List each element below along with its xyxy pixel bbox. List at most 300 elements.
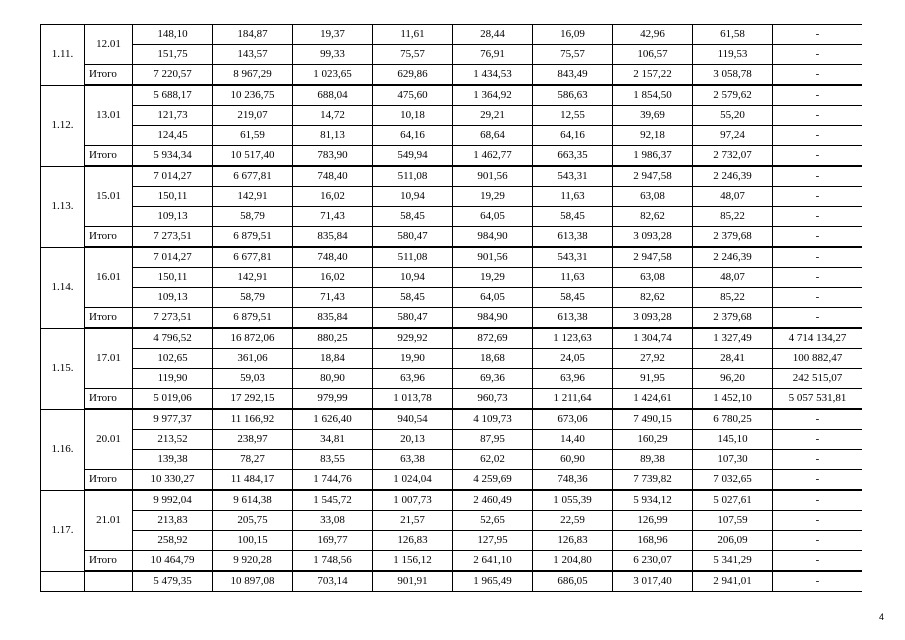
value-cell: 69,36 — [453, 369, 533, 389]
total-value-cell: 2 641,10 — [453, 551, 533, 572]
value-cell: 89,38 — [613, 450, 693, 470]
value-cell: 58,45 — [533, 207, 613, 227]
value-cell: 4 796,52 — [133, 328, 213, 349]
total-value-cell: 10 464,79 — [133, 551, 213, 572]
value-cell: 126,83 — [533, 531, 613, 551]
value-cell: 7 490,15 — [613, 409, 693, 430]
value-cell: 5 027,61 — [693, 490, 773, 511]
value-cell: 68,64 — [453, 126, 533, 146]
total-value-cell: 2 157,22 — [613, 65, 693, 86]
value-cell: 83,55 — [293, 450, 373, 470]
value-cell: 63,96 — [533, 369, 613, 389]
value-cell: 82,62 — [613, 207, 693, 227]
partial-row — [41, 571, 863, 592]
item-code: 12.01 — [85, 25, 133, 65]
total-label: Итого — [85, 146, 133, 167]
value-cell: - — [773, 450, 863, 470]
value-cell: 543,31 — [533, 166, 613, 187]
value-cell: 18,84 — [293, 349, 373, 369]
value-cell: 42,96 — [613, 25, 693, 45]
total-value-cell: 1 424,61 — [613, 389, 693, 410]
value-cell: 703,14 — [293, 571, 373, 592]
value-cell: 64,05 — [453, 288, 533, 308]
table-row — [41, 450, 863, 470]
total-value-cell: - — [773, 470, 863, 491]
value-cell: - — [773, 85, 863, 106]
value-cell: 119,53 — [693, 45, 773, 65]
total-value-cell: 6 879,51 — [213, 308, 293, 329]
item-index: 1.11. — [41, 25, 85, 86]
value-cell: - — [773, 247, 863, 268]
value-cell: 60,90 — [533, 450, 613, 470]
value-cell: 76,91 — [453, 45, 533, 65]
total-value-cell: 7 273,51 — [133, 308, 213, 329]
item-code: 16.01 — [85, 247, 133, 308]
value-cell: 85,22 — [693, 288, 773, 308]
value-cell: 2 246,39 — [693, 166, 773, 187]
total-value-cell: 5 934,34 — [133, 146, 213, 167]
item-index: 1.17. — [41, 490, 85, 571]
total-value-cell: 1 452,10 — [693, 389, 773, 410]
value-cell: 1 364,92 — [453, 85, 533, 106]
total-value-cell: 580,47 — [373, 308, 453, 329]
total-value-cell: - — [773, 146, 863, 167]
total-value-cell: 835,84 — [293, 308, 373, 329]
value-cell: 48,07 — [693, 187, 773, 207]
value-cell: 10,94 — [373, 187, 453, 207]
total-value-cell: 4 259,69 — [453, 470, 533, 491]
value-cell: 3 017,40 — [613, 571, 693, 592]
total-value-cell: - — [773, 65, 863, 86]
value-cell: 109,13 — [133, 207, 213, 227]
total-value-cell: 8 967,29 — [213, 65, 293, 86]
value-cell: 142,91 — [213, 268, 293, 288]
value-cell: 63,08 — [613, 268, 693, 288]
value-cell: 64,16 — [533, 126, 613, 146]
value-cell: 71,43 — [293, 288, 373, 308]
total-row — [41, 65, 863, 86]
value-cell: 1 007,73 — [373, 490, 453, 511]
value-cell: 2 947,58 — [613, 166, 693, 187]
value-cell: 97,24 — [693, 126, 773, 146]
value-cell: 87,95 — [453, 430, 533, 450]
total-value-cell: 835,84 — [293, 227, 373, 248]
item-index: 1.16. — [41, 409, 85, 490]
value-cell: 686,05 — [533, 571, 613, 592]
value-cell: 219,07 — [213, 106, 293, 126]
total-value-cell: 1 013,78 — [373, 389, 453, 410]
value-cell: 511,08 — [373, 247, 453, 268]
table-row — [41, 531, 863, 551]
value-cell: 940,54 — [373, 409, 453, 430]
value-cell: - — [773, 430, 863, 450]
value-cell: 1 626,40 — [293, 409, 373, 430]
value-cell: 34,81 — [293, 430, 373, 450]
value-cell: 28,41 — [693, 349, 773, 369]
value-cell: 511,08 — [373, 166, 453, 187]
value-cell: 688,04 — [293, 85, 373, 106]
value-cell: 2 941,01 — [693, 571, 773, 592]
total-value-cell: - — [773, 551, 863, 572]
total-value-cell: 1 156,12 — [373, 551, 453, 572]
total-value-cell: 7 032,65 — [693, 470, 773, 491]
value-cell: 361,06 — [213, 349, 293, 369]
value-cell: 1 545,72 — [293, 490, 373, 511]
value-cell: 33,08 — [293, 511, 373, 531]
item-code: 21.01 — [85, 490, 133, 551]
value-cell: 748,40 — [293, 166, 373, 187]
value-cell: 24,05 — [533, 349, 613, 369]
table-row — [41, 25, 863, 45]
total-value-cell: 984,90 — [453, 308, 533, 329]
total-row — [41, 146, 863, 167]
total-value-cell: 11 484,17 — [213, 470, 293, 491]
total-value-cell: 2 379,68 — [693, 308, 773, 329]
value-cell: 126,83 — [373, 531, 453, 551]
value-cell: 39,69 — [613, 106, 693, 126]
total-value-cell: 984,90 — [453, 227, 533, 248]
table-row — [41, 207, 863, 227]
total-value-cell: 1 744,76 — [293, 470, 373, 491]
value-cell: - — [773, 571, 863, 592]
total-value-cell: 3 058,78 — [693, 65, 773, 86]
value-cell: 85,22 — [693, 207, 773, 227]
value-cell: 61,59 — [213, 126, 293, 146]
value-cell: 206,09 — [693, 531, 773, 551]
value-cell: 10,18 — [373, 106, 453, 126]
total-value-cell: 1 204,80 — [533, 551, 613, 572]
value-cell: 5 934,12 — [613, 490, 693, 511]
total-row — [41, 227, 863, 248]
value-cell: - — [773, 166, 863, 187]
value-cell: 901,56 — [453, 247, 533, 268]
value-cell: 75,57 — [373, 45, 453, 65]
total-value-cell: 9 920,28 — [213, 551, 293, 572]
value-cell: 78,27 — [213, 450, 293, 470]
value-cell: 19,29 — [453, 187, 533, 207]
value-cell: 475,60 — [373, 85, 453, 106]
value-cell: 58,79 — [213, 288, 293, 308]
table-row — [41, 409, 863, 430]
table-row — [41, 187, 863, 207]
value-cell: 91,95 — [613, 369, 693, 389]
total-value-cell: 613,38 — [533, 227, 613, 248]
value-cell: 58,45 — [533, 288, 613, 308]
value-cell: 96,20 — [693, 369, 773, 389]
value-cell: 5 688,17 — [133, 85, 213, 106]
value-cell: 55,20 — [693, 106, 773, 126]
value-cell: 82,62 — [613, 288, 693, 308]
value-cell: - — [773, 126, 863, 146]
total-value-cell: - — [773, 227, 863, 248]
value-cell: - — [773, 511, 863, 531]
total-value-cell: 1 023,65 — [293, 65, 373, 86]
total-value-cell: - — [773, 308, 863, 329]
value-cell: 14,72 — [293, 106, 373, 126]
value-cell: 150,11 — [133, 187, 213, 207]
value-cell: - — [773, 45, 863, 65]
value-cell: 1 854,50 — [613, 85, 693, 106]
value-cell: 126,99 — [613, 511, 693, 531]
value-cell: 102,65 — [133, 349, 213, 369]
value-cell: - — [773, 531, 863, 551]
table-row — [41, 45, 863, 65]
total-label: Итого — [85, 227, 133, 248]
value-cell: 20,13 — [373, 430, 453, 450]
item-code: 17.01 — [85, 328, 133, 389]
table-row — [41, 85, 863, 106]
value-cell: 16 872,06 — [213, 328, 293, 349]
value-cell: 586,63 — [533, 85, 613, 106]
value-cell: 2 579,62 — [693, 85, 773, 106]
total-value-cell: 7 739,82 — [613, 470, 693, 491]
value-cell: 145,10 — [693, 430, 773, 450]
value-cell: 880,25 — [293, 328, 373, 349]
total-row — [41, 389, 863, 410]
value-cell: 63,96 — [373, 369, 453, 389]
value-cell: 142,91 — [213, 187, 293, 207]
total-row — [41, 551, 863, 572]
value-cell: 27,92 — [613, 349, 693, 369]
total-value-cell: 1 211,64 — [533, 389, 613, 410]
value-cell: - — [773, 288, 863, 308]
value-cell: 1 304,74 — [613, 328, 693, 349]
value-cell: 16,09 — [533, 25, 613, 45]
table-row — [41, 268, 863, 288]
total-value-cell: 613,38 — [533, 308, 613, 329]
empty-index-cell — [41, 571, 85, 592]
value-cell: 58,45 — [373, 207, 453, 227]
item-code: 15.01 — [85, 166, 133, 227]
table-row — [41, 106, 863, 126]
value-cell: 151,75 — [133, 45, 213, 65]
value-cell: 9 614,38 — [213, 490, 293, 511]
value-cell: - — [773, 25, 863, 45]
value-cell: 9 992,04 — [133, 490, 213, 511]
value-cell: 63,08 — [613, 187, 693, 207]
value-cell: 63,38 — [373, 450, 453, 470]
total-value-cell: 1 986,37 — [613, 146, 693, 167]
value-cell: 169,77 — [293, 531, 373, 551]
value-cell: 52,65 — [453, 511, 533, 531]
value-cell: - — [773, 106, 863, 126]
total-label: Итого — [85, 308, 133, 329]
value-cell: 11,63 — [533, 268, 613, 288]
value-cell: 1 327,49 — [693, 328, 773, 349]
table-row — [41, 430, 863, 450]
value-cell: 168,96 — [613, 531, 693, 551]
value-cell: 109,13 — [133, 288, 213, 308]
value-cell: 106,57 — [613, 45, 693, 65]
total-value-cell: 783,90 — [293, 146, 373, 167]
value-cell: 58,79 — [213, 207, 293, 227]
item-index: 1.13. — [41, 166, 85, 247]
total-value-cell: 843,49 — [533, 65, 613, 86]
total-value-cell: 6 879,51 — [213, 227, 293, 248]
value-cell: 901,56 — [453, 166, 533, 187]
value-cell: 238,97 — [213, 430, 293, 450]
value-cell: 2 246,39 — [693, 247, 773, 268]
value-cell: 19,37 — [293, 25, 373, 45]
value-cell: 121,73 — [133, 106, 213, 126]
total-value-cell: 580,47 — [373, 227, 453, 248]
value-cell: 929,92 — [373, 328, 453, 349]
total-value-cell: 748,36 — [533, 470, 613, 491]
value-cell: 124,45 — [133, 126, 213, 146]
value-cell: 10 236,75 — [213, 85, 293, 106]
value-cell: 6 677,81 — [213, 247, 293, 268]
value-cell: 1 965,49 — [453, 571, 533, 592]
value-cell: 10 897,08 — [213, 571, 293, 592]
value-cell: 19,29 — [453, 268, 533, 288]
total-value-cell: 1 462,77 — [453, 146, 533, 167]
item-index: 1.15. — [41, 328, 85, 409]
value-cell: 205,75 — [213, 511, 293, 531]
total-row — [41, 470, 863, 491]
value-cell: 10,94 — [373, 268, 453, 288]
value-cell: 100 882,47 — [773, 349, 863, 369]
total-row — [41, 308, 863, 329]
value-cell: 21,57 — [373, 511, 453, 531]
value-cell: 16,02 — [293, 187, 373, 207]
value-cell: 59,03 — [213, 369, 293, 389]
value-cell: 4 714 134,27 — [773, 328, 863, 349]
value-cell: 139,38 — [133, 450, 213, 470]
empty-code-cell — [85, 571, 133, 592]
total-label: Итого — [85, 470, 133, 491]
value-cell: 28,44 — [453, 25, 533, 45]
value-cell: 14,40 — [533, 430, 613, 450]
total-value-cell: 2 379,68 — [693, 227, 773, 248]
value-cell: 64,16 — [373, 126, 453, 146]
value-cell: - — [773, 490, 863, 511]
value-cell: 71,43 — [293, 207, 373, 227]
total-value-cell: 5 019,06 — [133, 389, 213, 410]
page-number: 4 — [878, 612, 884, 622]
total-value-cell: 1 024,04 — [373, 470, 453, 491]
value-cell: - — [773, 268, 863, 288]
total-value-cell: 629,86 — [373, 65, 453, 86]
value-cell: 2 460,49 — [453, 490, 533, 511]
item-index: 1.14. — [41, 247, 85, 328]
total-value-cell: 3 093,28 — [613, 308, 693, 329]
value-cell: 16,02 — [293, 268, 373, 288]
value-cell: 29,21 — [453, 106, 533, 126]
value-cell: 119,90 — [133, 369, 213, 389]
value-cell: 48,07 — [693, 268, 773, 288]
value-cell: 1 123,63 — [533, 328, 613, 349]
value-cell: 6 780,25 — [693, 409, 773, 430]
table-row — [41, 369, 863, 389]
value-cell: 80,90 — [293, 369, 373, 389]
total-value-cell: 549,94 — [373, 146, 453, 167]
total-label: Итого — [85, 65, 133, 86]
cost-table — [40, 24, 862, 592]
table-row — [41, 126, 863, 146]
value-cell: 2 947,58 — [613, 247, 693, 268]
value-cell: 213,52 — [133, 430, 213, 450]
total-value-cell: 979,99 — [293, 389, 373, 410]
value-cell: 9 977,37 — [133, 409, 213, 430]
value-cell: - — [773, 409, 863, 430]
value-cell: 81,13 — [293, 126, 373, 146]
value-cell: 58,45 — [373, 288, 453, 308]
value-cell: 127,95 — [453, 531, 533, 551]
total-value-cell: 10 330,27 — [133, 470, 213, 491]
data-sheet — [40, 24, 862, 610]
item-index: 1.12. — [41, 85, 85, 166]
value-cell: 75,57 — [533, 45, 613, 65]
value-cell: 7 014,27 — [133, 247, 213, 268]
item-code: 13.01 — [85, 85, 133, 146]
value-cell: 62,02 — [453, 450, 533, 470]
table-body — [41, 25, 863, 592]
value-cell: 148,10 — [133, 25, 213, 45]
total-value-cell: 1 748,56 — [293, 551, 373, 572]
total-value-cell: 960,73 — [453, 389, 533, 410]
value-cell: 22,59 — [533, 511, 613, 531]
value-cell: 5 479,35 — [133, 571, 213, 592]
total-value-cell: 10 517,40 — [213, 146, 293, 167]
total-value-cell: 5 341,29 — [693, 551, 773, 572]
table-row — [41, 511, 863, 531]
value-cell: 258,92 — [133, 531, 213, 551]
value-cell: - — [773, 207, 863, 227]
table-row — [41, 288, 863, 308]
value-cell: 242 515,07 — [773, 369, 863, 389]
value-cell: 4 109,73 — [453, 409, 533, 430]
value-cell: 99,33 — [293, 45, 373, 65]
total-value-cell: 5 057 531,81 — [773, 389, 863, 410]
value-cell: - — [773, 187, 863, 207]
value-cell: 901,91 — [373, 571, 453, 592]
value-cell: 1 055,39 — [533, 490, 613, 511]
total-label: Итого — [85, 551, 133, 572]
value-cell: 12,55 — [533, 106, 613, 126]
total-value-cell: 7 220,57 — [133, 65, 213, 86]
table-row — [41, 349, 863, 369]
value-cell: 143,57 — [213, 45, 293, 65]
value-cell: 107,59 — [693, 511, 773, 531]
value-cell: 872,69 — [453, 328, 533, 349]
table-row — [41, 490, 863, 511]
value-cell: 92,18 — [613, 126, 693, 146]
table-row — [41, 247, 863, 268]
value-cell: 64,05 — [453, 207, 533, 227]
value-cell: 213,83 — [133, 511, 213, 531]
value-cell: 19,90 — [373, 349, 453, 369]
value-cell: 18,68 — [453, 349, 533, 369]
value-cell: 11,63 — [533, 187, 613, 207]
value-cell: 107,30 — [693, 450, 773, 470]
total-value-cell: 663,35 — [533, 146, 613, 167]
value-cell: 6 677,81 — [213, 166, 293, 187]
value-cell: 61,58 — [693, 25, 773, 45]
value-cell: 11,61 — [373, 25, 453, 45]
value-cell: 748,40 — [293, 247, 373, 268]
total-value-cell: 7 273,51 — [133, 227, 213, 248]
value-cell: 160,29 — [613, 430, 693, 450]
total-value-cell: 3 093,28 — [613, 227, 693, 248]
total-value-cell: 2 732,07 — [693, 146, 773, 167]
total-value-cell: 17 292,15 — [213, 389, 293, 410]
value-cell: 184,87 — [213, 25, 293, 45]
total-value-cell: 1 434,53 — [453, 65, 533, 86]
value-cell: 543,31 — [533, 247, 613, 268]
value-cell: 11 166,92 — [213, 409, 293, 430]
value-cell: 150,11 — [133, 268, 213, 288]
total-label: Итого — [85, 389, 133, 410]
